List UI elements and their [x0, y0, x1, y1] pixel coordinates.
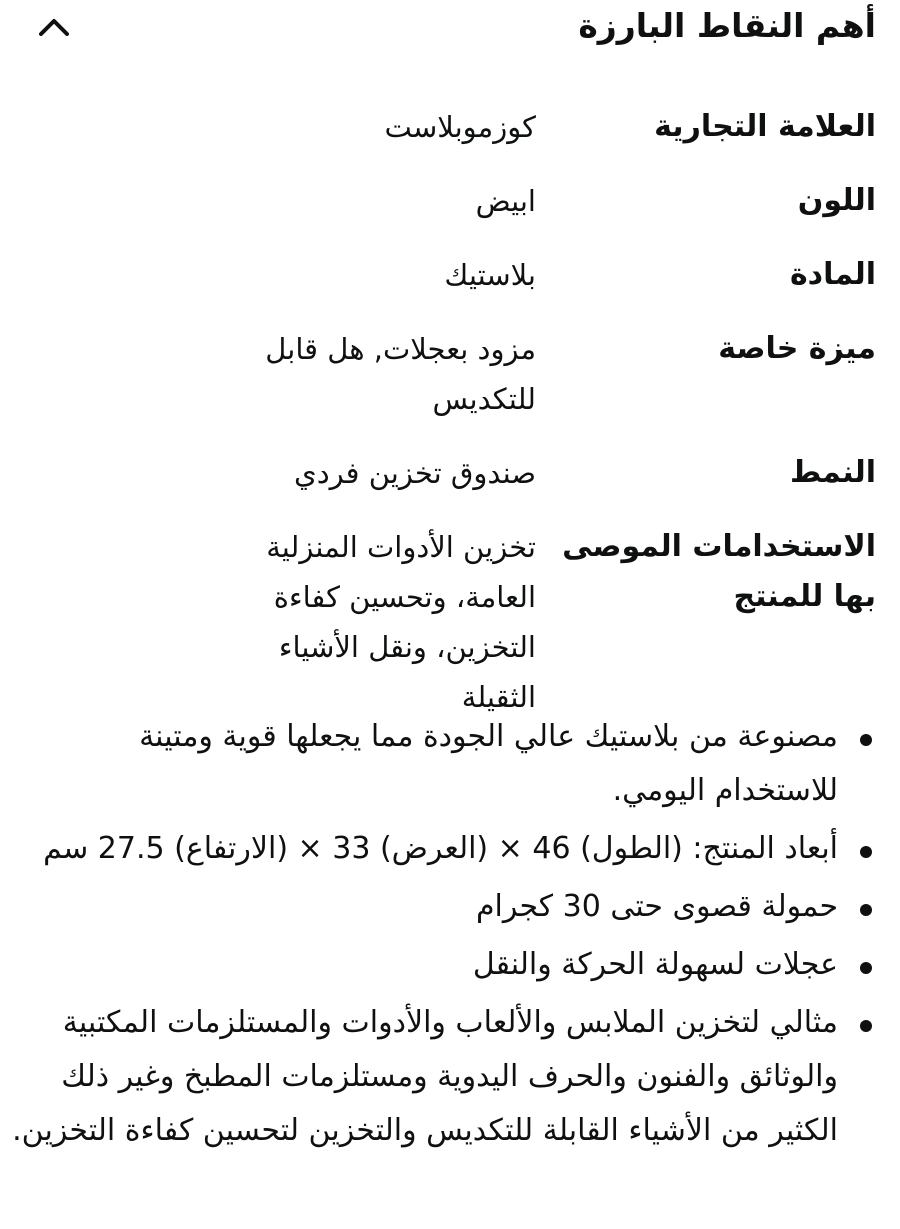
section-title: أهم النقاط البارزة: [578, 6, 876, 45]
attribute-label: الاستخدامات الموصى بها للمنتج: [562, 529, 876, 614]
attribute-row-color: [16, 176, 876, 226]
attribute-row-material: [16, 250, 876, 300]
attribute-row-style: [16, 448, 876, 498]
attribute-value: صندوق تخزين فردي: [294, 456, 536, 490]
attributes-table: [16, 102, 876, 746]
bullet-item: مثالي لتخزين الملابس والألعاب والأدوات والمستلزمات المكتبية والوثائق والفنون والحرف اليدوية ومستلزمات المطبخ وغير ذلك الكثير من الأشياء القابلة للتكديس والتخزين لتحسين كفاءة التخزين.: [8, 996, 838, 1158]
attribute-label: النمط: [789, 455, 876, 490]
attribute-label: ميزة خاصة: [718, 331, 876, 366]
bullet-item: مصنوعة من بلاستيك عالي الجودة مما يجعلها قوية ومتينة للاستخدام اليومي.: [8, 710, 838, 818]
attribute-value: تخزين الأدوات المنزلية العامة، وتحسين كفاءة التخزين، ونقل الأشياء الثقيلة: [266, 530, 536, 714]
attribute-value: مزود بعجلات, هل قابل للتكديس: [265, 332, 536, 416]
attribute-value: بلاستيك: [444, 258, 536, 292]
attribute-label: المادة: [789, 257, 876, 292]
attribute-value: ابيض: [475, 184, 536, 218]
attribute-value: كوزموبلاست: [384, 110, 536, 144]
bullet-item: أبعاد المنتج: (الطول) 46 × (العرض) 33 × (الارتفاع) 27.5 سم: [8, 822, 838, 876]
attribute-label: اللون: [797, 183, 876, 218]
attribute-row-brand: [16, 102, 876, 152]
feature-bullets: [8, 710, 872, 1162]
chevron-up-icon[interactable]: [36, 12, 72, 42]
attribute-label: العلامة التجارية: [654, 109, 876, 144]
bullet-item: حمولة قصوى حتى 30 كجرام: [8, 880, 838, 934]
attribute-row-recommended-uses: [16, 522, 876, 722]
attribute-row-special-feature: [16, 324, 876, 424]
section-header[interactable]: [0, 0, 900, 60]
bullet-item: عجلات لسهولة الحركة والنقل: [8, 938, 838, 992]
